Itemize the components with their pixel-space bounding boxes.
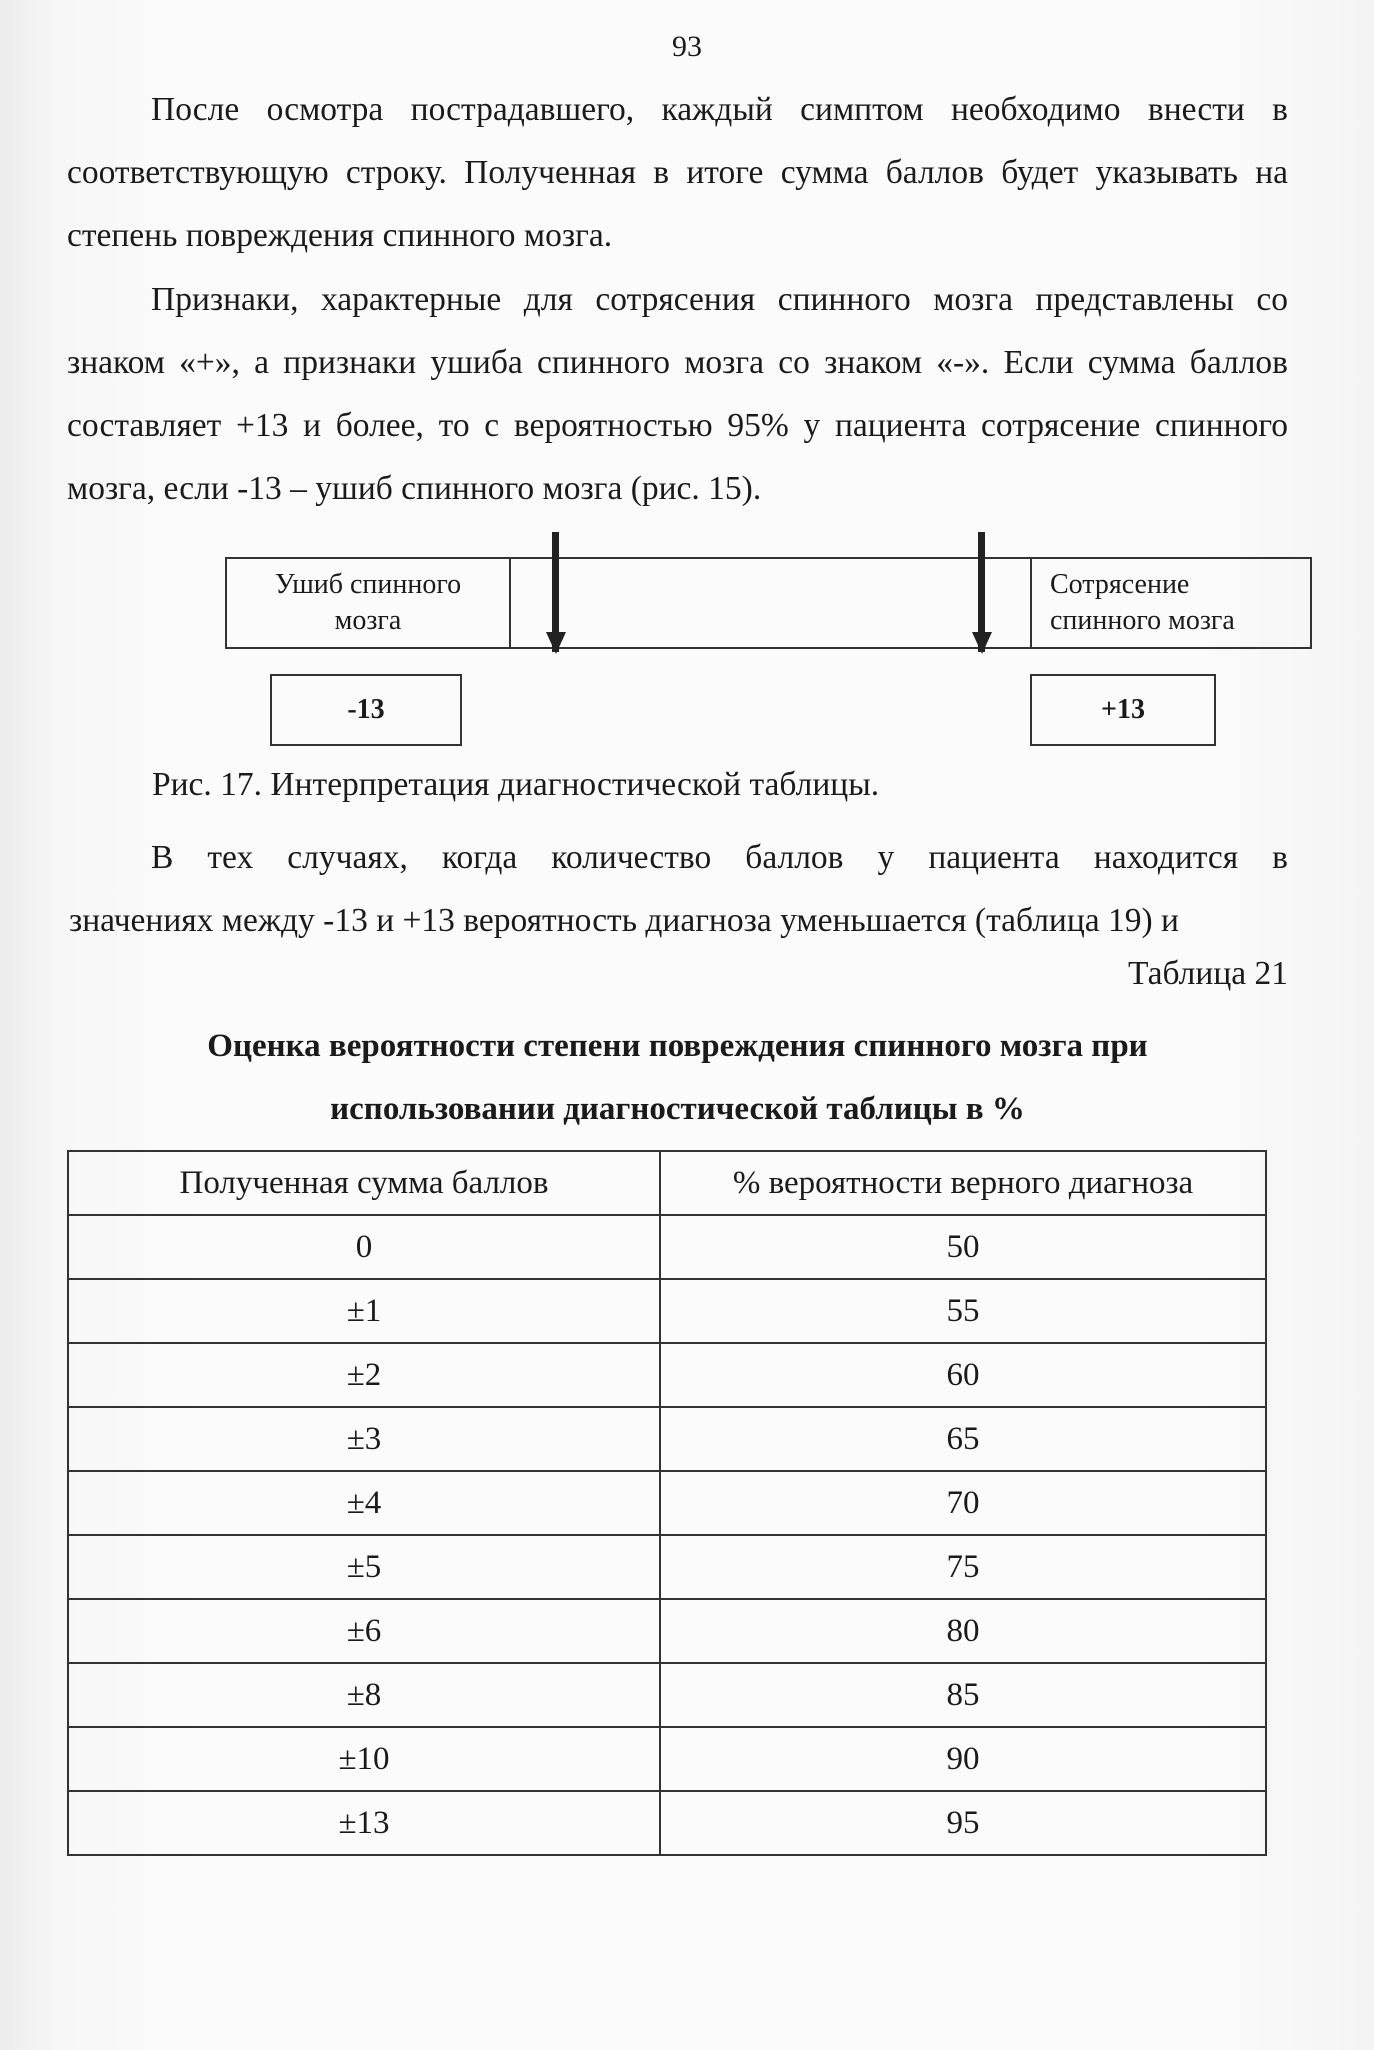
scale-bar xyxy=(225,557,1312,649)
paragraph-intermediate xyxy=(67,826,1288,952)
probability-cell: 70 xyxy=(660,1471,1266,1535)
table-row xyxy=(68,1343,1266,1407)
score-cell: ±6 xyxy=(68,1599,660,1663)
probability-cell: 80 xyxy=(660,1599,1266,1663)
probability-table xyxy=(67,1150,1267,1856)
probability-cell: 60 xyxy=(660,1343,1266,1407)
table-row xyxy=(68,1663,1266,1727)
table-row xyxy=(68,1407,1266,1471)
down-arrow-icon xyxy=(546,532,566,652)
page-number: 93 xyxy=(672,30,702,63)
table-row xyxy=(68,1471,1266,1535)
concussion-label-line1: Сотрясение xyxy=(1050,569,1190,600)
score-plus-13-box: +13 xyxy=(1030,674,1216,746)
probability-cell: 65 xyxy=(660,1407,1266,1471)
probability-cell: 75 xyxy=(660,1535,1266,1599)
concussion-label-line2: спинного мозга xyxy=(1050,605,1235,636)
table-row xyxy=(68,1215,1266,1279)
paragraph-intro: После осмотра пострадавшего, каждый симптом необходимо внести в соответствующую строку. Полученная в итоге сумма баллов будет указывать на степень повреждения спинного мозга. xyxy=(67,91,1288,254)
probability-cell: 55 xyxy=(660,1279,1266,1343)
table-row xyxy=(68,1727,1266,1791)
table-row xyxy=(68,1535,1266,1599)
score-cell: ±13 xyxy=(68,1791,660,1855)
table-title-line1: Оценка вероятности степени повреждения спинного мозга при xyxy=(207,1028,1148,1064)
header-score-sum: Полученная сумма баллов xyxy=(68,1151,660,1215)
table-title xyxy=(67,1015,1288,1141)
table-label: Таблица 21 xyxy=(1127,955,1288,992)
contusion-label-line1: Ушиб спинного xyxy=(274,569,462,600)
score-cell: ±8 xyxy=(68,1663,660,1727)
contusion-label-line2: мозга xyxy=(334,605,402,636)
score-cell: ±4 xyxy=(68,1471,660,1535)
table-row xyxy=(68,1279,1266,1343)
probability-cell: 90 xyxy=(660,1727,1266,1791)
score-cell: ±3 xyxy=(68,1407,660,1471)
score-cell: ±5 xyxy=(68,1535,660,1599)
down-arrow-icon xyxy=(972,532,992,652)
probability-cell: 95 xyxy=(660,1791,1266,1855)
score-cell: ±1 xyxy=(68,1279,660,1343)
probability-cell: 85 xyxy=(660,1663,1266,1727)
concussion-cell xyxy=(1030,559,1310,647)
figure-caption: Рис. 17. Интерпретация диагностической таблицы. xyxy=(152,766,880,803)
score-cell: ±10 xyxy=(68,1727,660,1791)
table-row xyxy=(68,1791,1266,1855)
score-minus-13-box: -13 xyxy=(270,674,462,746)
contusion-cell xyxy=(227,559,511,647)
paragraph-intermediate-line1: В тех случаях, когда количество баллов у пациента находится в xyxy=(151,839,1288,876)
score-cell: ±2 xyxy=(68,1343,660,1407)
paragraph-signs: Признаки, характерные для сотрясения спинного мозга представлены со знаком «+», а признаки ушиба спинного мозга со знаком «-». Если сумма баллов составляет +13 и более, то с вероятностью 95% у пациента сотрясение спинного мозга, если -13 – ушиб спинного мозга (рис. 15). xyxy=(67,281,1288,507)
table-row xyxy=(68,1599,1266,1663)
table-header-row xyxy=(68,1151,1266,1215)
probability-cell: 50 xyxy=(660,1215,1266,1279)
header-probability: % вероятности верного диагноза xyxy=(660,1151,1266,1215)
paragraph-intermediate-line2: значениях между -13 и +13 вероятность диагноза уменьшается (таблица 19) и xyxy=(69,902,1179,939)
score-cell: 0 xyxy=(68,1215,660,1279)
table-title-line2: использовании диагностической таблицы в % xyxy=(330,1091,1025,1127)
